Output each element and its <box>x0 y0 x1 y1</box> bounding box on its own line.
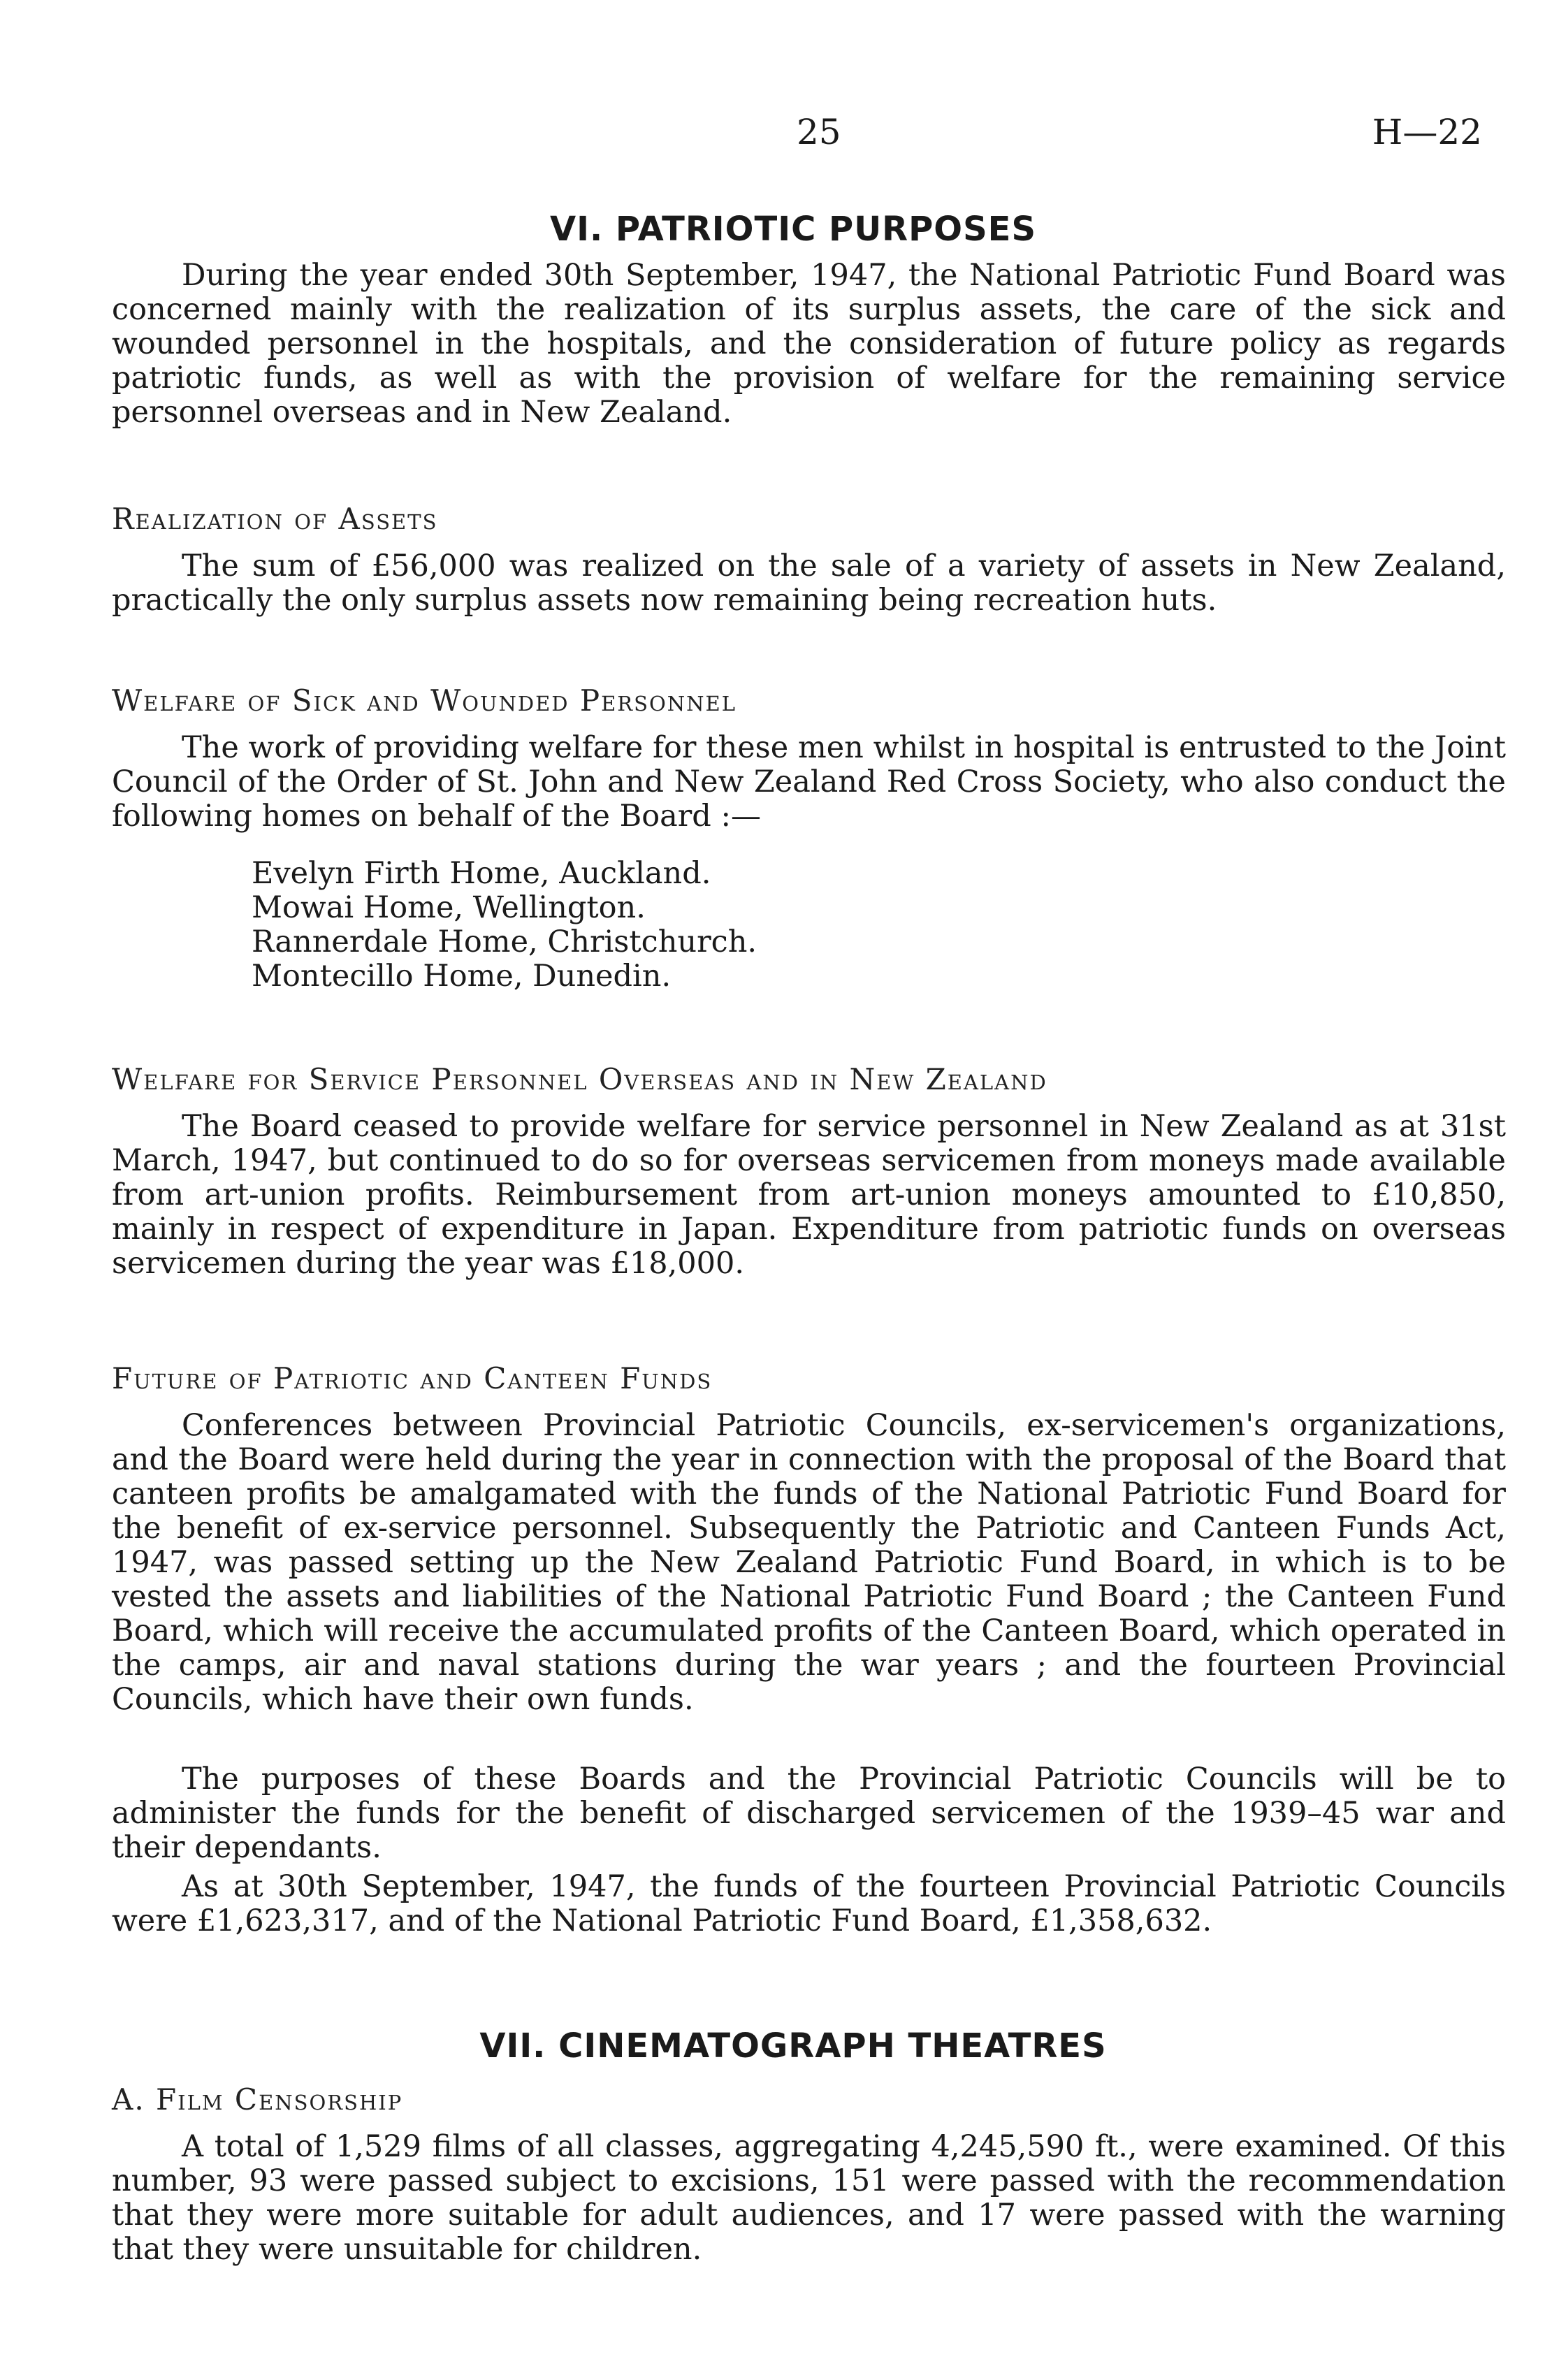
sick-wounded-paragraph: The work of providing welfare for these men whilst in hospital is entrusted to the Joint Council of the Order of St. John and New Zealand Red Cross Society, who also conduct the following homes on behalf of the Board :— <box>112 730 1506 834</box>
section-title-cinematograph-theatres: VII. CINEMATOGRAPH THEATRES <box>479 2026 1107 2066</box>
document-reference: H—22 <box>1372 112 1482 152</box>
heading-realization-of-assets: Realization of Assets <box>112 502 438 536</box>
heading-future-funds: Future of Patriotic and Canteen Funds <box>112 1361 713 1395</box>
future-funds-paragraph-2: The purposes of these Boards and the Provincial Patriotic Councils will be to administer the funds for the benefit of discharged servicemen of the 1939–45 war and their dependants. <box>112 1762 1506 1865</box>
home-item: Rannerdale Home, Christchurch. <box>252 924 757 959</box>
home-item: Evelyn Firth Home, Auckland. <box>252 856 711 891</box>
future-funds-paragraph-3: As at 30th September, 1947, the funds of the fourteen Provincial Patriotic Councils were £1,623,317, and of the National Patriotic Fund Board, £1,358,632. <box>112 1869 1506 1938</box>
heading-film-censorship: A. Film Censorship <box>112 2082 403 2117</box>
homes-list <box>252 857 757 994</box>
home-item: Mowai Home, Wellington. <box>252 890 646 925</box>
page-number: 25 <box>797 112 841 152</box>
realization-paragraph: The sum of £56,000 was realized on the sale of a variety of assets in New Zealand, practically the only surplus assets now remaining being recreation huts. <box>112 549 1506 618</box>
film-censorship-paragraph: A total of 1,529 films of all classes, aggregating 4,245,590 ft., were examined. Of this number, 93 were passed subject to excisions, 151 were passed with the recommendation that they were more suitable for adult audiences, and 17 were passed with the warning that they were unsuitable for children. <box>112 2129 1506 2267</box>
future-funds-paragraph-1: Conferences between Provincial Patriotic Councils, ex-servicemen's organizations, and the Board were held during the year in connection with the proposal of the Board that canteen profits be amalgamated with the funds of the National Patriotic Fund Board for the benefit of ex-service personnel. Subsequently the Patriotic and Canteen Funds Act, 1947, was passed setting up the New Zealand Patriotic Fund Board, in which is to be vested the assets and liabilities of the National Patriotic Fund Board ; the Canteen Fund Board, which will receive the accumulated profits of the Canteen Board, which operated in the camps, air and naval stations during the war years ; and the fourteen Provincial Councils, which have their own funds. <box>112 1408 1506 1717</box>
page-header <box>112 112 1517 154</box>
home-item: Montecillo Home, Dunedin. <box>252 959 672 994</box>
service-personnel-paragraph: The Board ceased to provide welfare for service personnel in New Zealand as at 31st March, 1947, but continued to do so for overseas servicemen from moneys made available from art-union profits. Reimbursement from art-union moneys amounted to £10,850, mainly in respect of expenditure in Japan. Expenditure from patriotic funds on overseas servicemen during the year was £18,000. <box>112 1109 1506 1281</box>
intro-paragraph: During the year ended 30th September, 1947, the National Patriotic Fund Board was concerned mainly with the realization of its surplus assets, the care of the sick and wounded personnel in the hospitals, and the consideration of future policy as regards patriotic funds, as well as with the provision of welfare for the remaining service personnel overseas and in New Zealand. <box>112 258 1506 430</box>
heading-sick-wounded: Welfare of Sick and Wounded Personnel <box>112 683 737 718</box>
heading-service-personnel: Welfare for Service Personnel Overseas and in New Zealand <box>112 1062 1047 1096</box>
section-title-patriotic-purposes: VI. PATRIOTIC PURPOSES <box>549 210 1037 249</box>
